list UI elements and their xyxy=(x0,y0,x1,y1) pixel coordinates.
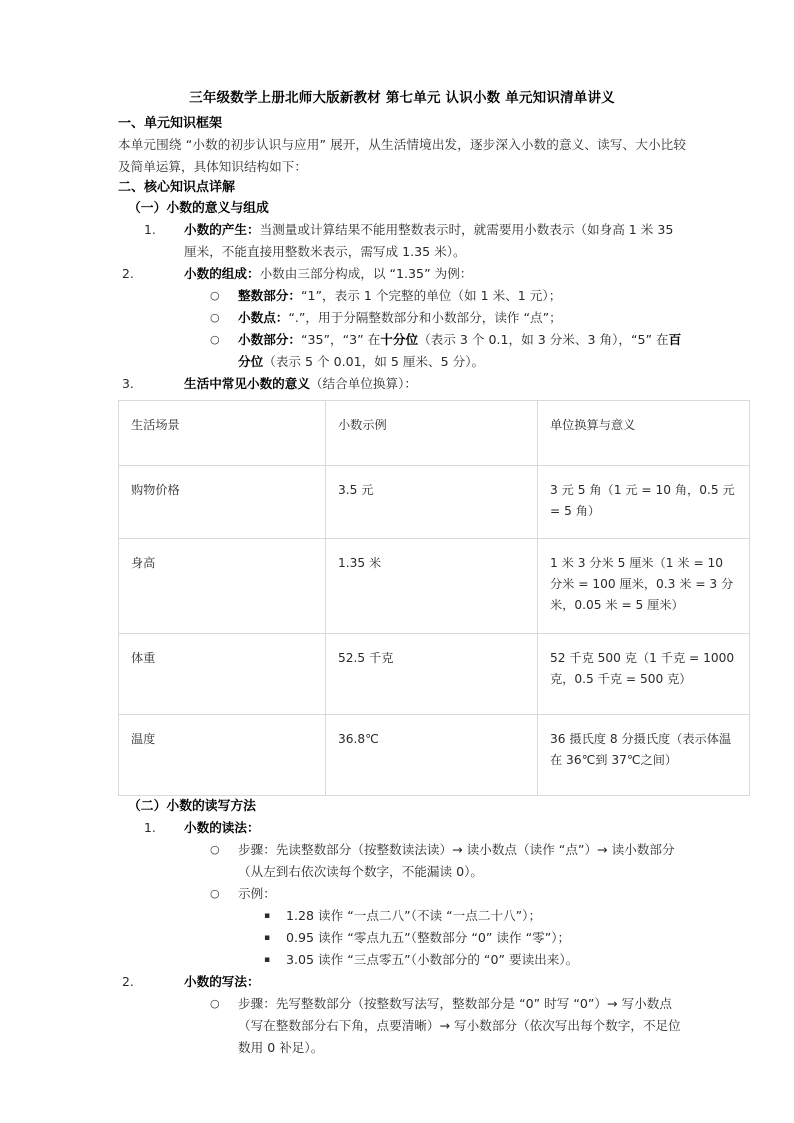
bullet-fraction-part xyxy=(118,329,686,373)
writing-bullets xyxy=(118,993,686,1059)
decimal-examples-table xyxy=(118,400,750,796)
circle-bullet-icon: ○ xyxy=(210,333,220,346)
table-cell-scene: 体重 xyxy=(119,634,326,715)
bullet-label: 步骤： xyxy=(238,842,276,857)
meaning-list-continued xyxy=(118,373,686,395)
table-cell-conversion: 52 千克 500 克（1 千克 = 1000 克，0.5 千克 = 500 克） xyxy=(538,634,750,715)
bullet-text-b: （表示 3 个 0.1，如 3 分米、3 角），“5” 在 xyxy=(418,332,669,347)
reading-bullets xyxy=(118,839,686,905)
list-item-reading xyxy=(118,817,686,839)
list-marker: 1. xyxy=(144,820,156,835)
bullet-text: 先写整数部分（按整数写法写，整数部分是 “0” 时写 “0”）→ 写小数点（写在整数部分右下角，点要清晰）→ 写小数部分（依次写出每个数字，不足位数用 0 补足）。 xyxy=(238,996,681,1055)
table-row xyxy=(119,539,750,634)
example-text: 3.05 读作 “三点零五”（小数部分的 “0” 要读出来）。 xyxy=(286,952,579,967)
bullet-text: “.”，用于分隔整数部分和小数部分，读作 “点”； xyxy=(288,310,562,325)
subsection-heading-reading-writing: （二）小数的读写方法 xyxy=(128,799,256,814)
list-item-writing xyxy=(118,971,686,993)
square-bullet-icon: ▪ xyxy=(264,911,271,921)
table-cell-scene: 身高 xyxy=(119,539,326,634)
bullet-text-a: “35”，“3” 在 xyxy=(300,332,381,347)
bullet-reading-steps xyxy=(118,839,686,883)
table-container xyxy=(118,400,735,796)
list-item-daily-life xyxy=(118,373,686,395)
list-item xyxy=(118,949,686,971)
meaning-list xyxy=(118,219,686,285)
circle-bullet-icon: ○ xyxy=(210,311,220,324)
list-item-label: 小数的产生： xyxy=(184,222,260,237)
table-header-scene: 生活场景 xyxy=(119,401,326,466)
page-title: 三年级数学上册北师大版新教材 第七单元 认识小数 单元知识清单讲义 xyxy=(189,90,615,106)
square-bullet-icon: ▪ xyxy=(264,933,271,943)
bullet-label: 整数部分： xyxy=(238,288,301,303)
table-header-example: 小数示例 xyxy=(326,401,538,466)
composition-bullets xyxy=(118,285,686,373)
table-cell-conversion: 1 米 3 分米 5 厘米（1 米 = 10 分米 = 100 厘米，0.3 米 = 3 分米，0.05 米 = 5 厘米） xyxy=(538,539,750,634)
bullet-decimal-point xyxy=(118,307,686,329)
list-marker: 2. xyxy=(122,974,134,989)
list-item xyxy=(118,905,686,927)
list-item-label: 生活中常见小数的意义 xyxy=(184,376,310,391)
table-row xyxy=(119,715,750,796)
table-header-conversion: 单位换算与意义 xyxy=(538,401,750,466)
table-cell-conversion: 3 元 5 角（1 元 = 10 角，0.5 元 = 5 角） xyxy=(538,466,750,539)
table-cell-conversion: 36 摄氏度 8 分摄氏度（表示体温在 36℃到 37℃之间） xyxy=(538,715,750,796)
bullet-bold-tenths: 十分位 xyxy=(380,332,419,347)
list-item-label: 小数的组成： xyxy=(184,266,260,281)
bullet-label: 小数部分： xyxy=(238,332,301,347)
example-text: 1.28 读作 “一点二八”（不读 “一点二十八”）； xyxy=(286,908,542,923)
list-marker: 2. xyxy=(122,266,134,281)
circle-bullet-icon: ○ xyxy=(210,289,220,302)
circle-bullet-icon: ○ xyxy=(210,887,220,900)
list-item-text: 当测量或计算结果不能用整数表示时，就需要用小数表示（如身高 1 米 35 厘米，不能直接用整数米表示，需写成 1.35 米）。 xyxy=(184,222,674,259)
table-cell-scene: 购物价格 xyxy=(119,466,326,539)
bullet-bold-hundredths: 百分位 xyxy=(238,332,682,369)
list-item-text: （结合单位换算）： xyxy=(309,376,417,391)
bullet-label: 示例： xyxy=(238,886,276,901)
square-bullet-icon: ▪ xyxy=(264,955,271,965)
list-item-label: 小数的读法： xyxy=(184,820,260,835)
bullet-label: 步骤： xyxy=(238,996,276,1011)
reading-list xyxy=(118,817,686,839)
circle-bullet-icon: ○ xyxy=(210,843,220,856)
bullet-writing-steps xyxy=(118,993,686,1059)
list-item xyxy=(118,927,686,949)
table-row xyxy=(119,634,750,715)
section-heading-core: 二、核心知识点详解 xyxy=(118,180,236,195)
list-marker: 1. xyxy=(144,222,156,237)
bullet-text: 先读整数部分（按整数读法读）→ 读小数点（读作 “点”）→ 读小数部分（从左到右依次读每个数字，不能漏读 0）。 xyxy=(238,842,675,879)
table-header-row xyxy=(119,401,750,466)
list-item-composition xyxy=(118,263,686,285)
reading-examples-list xyxy=(118,905,686,971)
bullet-integer-part xyxy=(118,285,686,307)
table-cell-example: 1.35 米 xyxy=(326,539,538,634)
section-heading-framework: 一、单元知识框架 xyxy=(118,116,223,131)
list-marker: 3. xyxy=(122,376,134,391)
bullet-text: “1”，表示 1 个完整的单位（如 1 米、1 元）； xyxy=(300,288,562,303)
bullet-reading-examples xyxy=(118,883,686,905)
list-item-label: 小数的写法： xyxy=(184,974,260,989)
subsection-heading-meaning: （一）小数的意义与组成 xyxy=(128,201,269,216)
bullet-text-c: （表示 5 个 0.01，如 5 厘米、5 分）。 xyxy=(263,354,485,369)
table-cell-example: 36.8℃ xyxy=(326,715,538,796)
list-item-text: 小数由三部分构成，以 “1.35” 为例： xyxy=(259,266,473,281)
table-cell-example: 3.5 元 xyxy=(326,466,538,539)
list-item-origin xyxy=(118,219,686,263)
table-cell-scene: 温度 xyxy=(119,715,326,796)
table-cell-example: 52.5 千克 xyxy=(326,634,538,715)
writing-list xyxy=(118,971,686,993)
framework-paragraph: 本单元围绕 “小数的初步认识与应用” 展开，从生活情境出发，逐步深入小数的意义、读写、大小比较及简单运算，具体知识结构如下： xyxy=(118,137,686,174)
example-text: 0.95 读作 “零点九五”（整数部分 “0” 读作 “零”）； xyxy=(286,930,571,945)
circle-bullet-icon: ○ xyxy=(210,997,220,1010)
table-row xyxy=(119,466,750,539)
bullet-label: 小数点： xyxy=(238,310,289,325)
